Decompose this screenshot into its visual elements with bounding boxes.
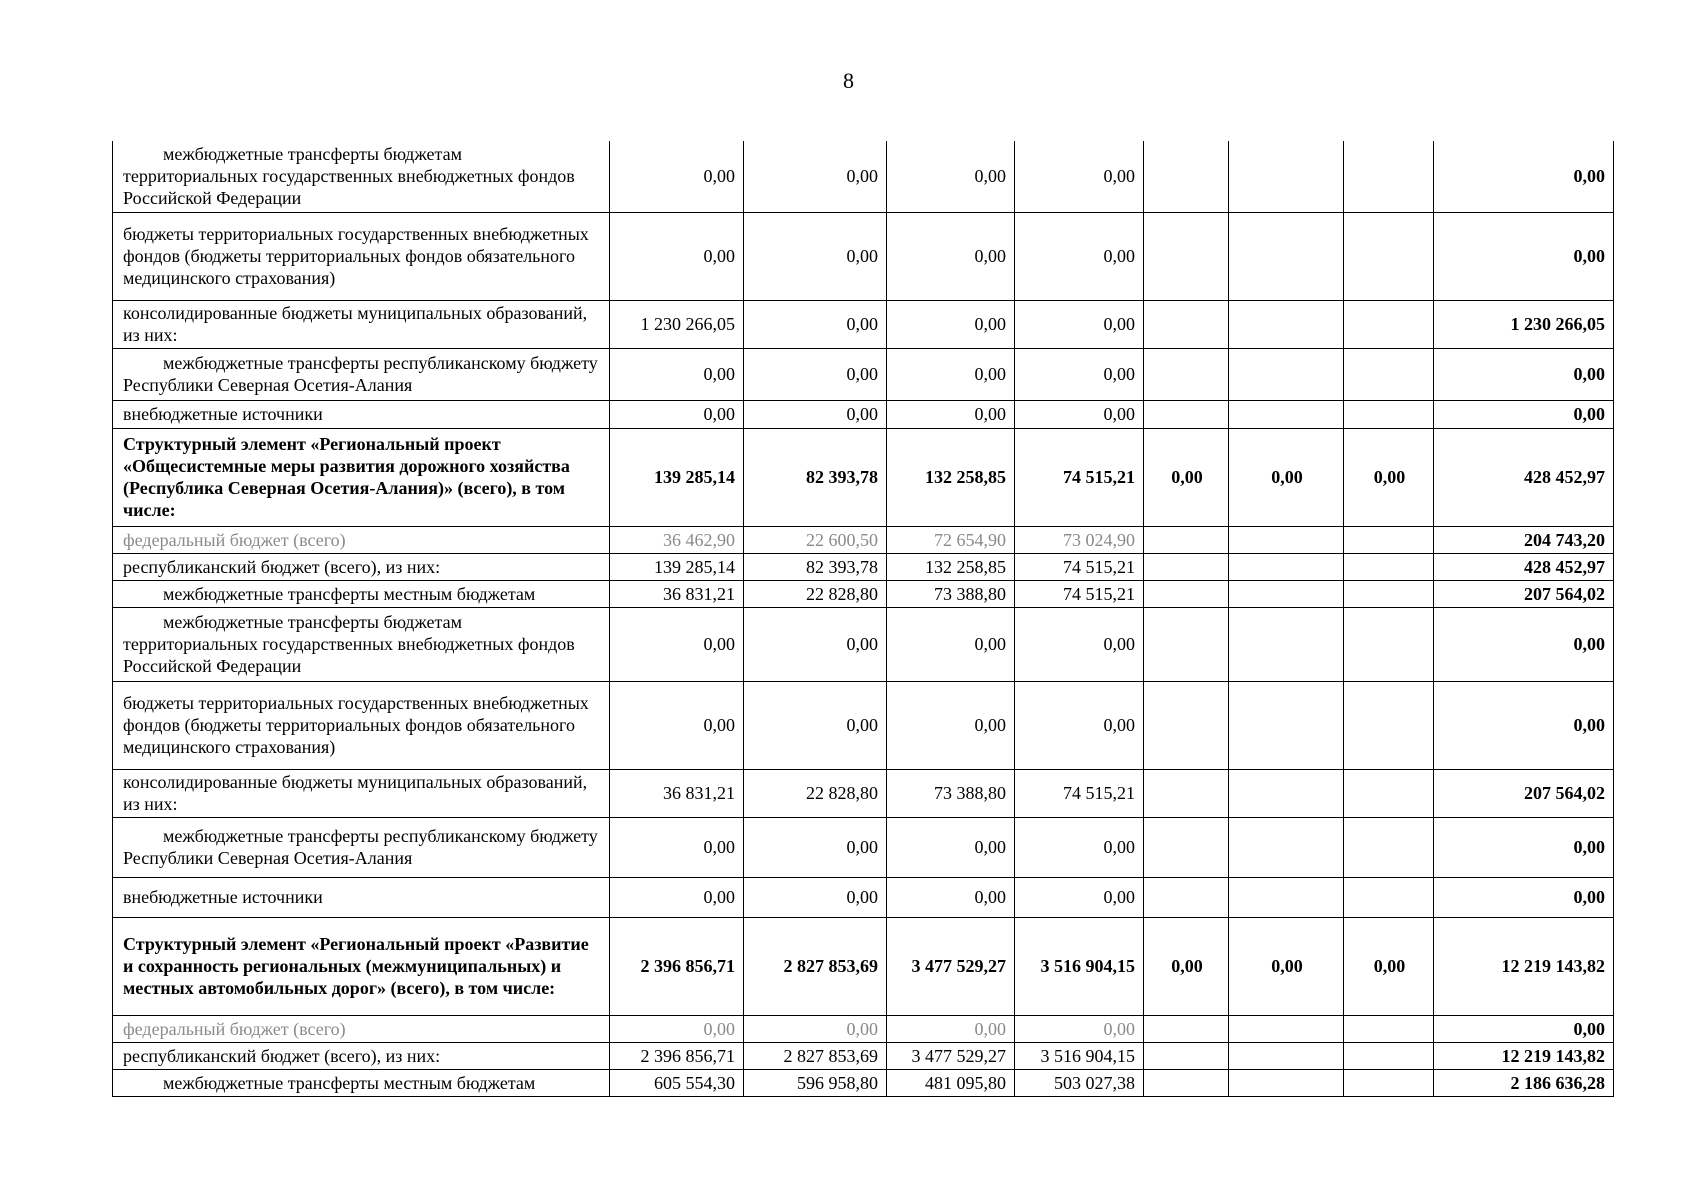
cell-value — [1344, 348, 1434, 400]
row-label: федеральный бюджет (всего) — [113, 526, 610, 553]
cell-value: 0,00 — [1015, 212, 1144, 300]
cell-value: 0,00 — [1015, 300, 1144, 348]
cell-value — [1229, 1042, 1344, 1069]
cell-value: 0,00 — [610, 141, 744, 212]
cell-value — [1144, 1069, 1229, 1096]
cell-value: 74 515,21 — [1015, 769, 1144, 817]
row-label: межбюджетные трансферты республиканскому бюджету Республики Северная Осетия-Алания — [113, 348, 610, 400]
table-row — [113, 1069, 1614, 1096]
cell-value: 0,00 — [744, 141, 887, 212]
row-label: республиканский бюджет (всего), из них: — [113, 553, 610, 580]
row-total: 428 452,97 — [1434, 428, 1614, 526]
cell-value: 0,00 — [744, 877, 887, 917]
cell-value: 0,00 — [1144, 917, 1229, 1015]
cell-value — [1344, 1069, 1434, 1096]
table-row — [113, 681, 1614, 769]
cell-value — [1344, 400, 1434, 428]
row-total: 204 743,20 — [1434, 526, 1614, 553]
cell-value: 0,00 — [744, 1015, 887, 1042]
cell-value: 139 285,14 — [610, 428, 744, 526]
cell-value: 36 831,21 — [610, 769, 744, 817]
cell-value: 0,00 — [887, 681, 1015, 769]
row-total: 0,00 — [1434, 400, 1614, 428]
cell-value: 0,00 — [1015, 1015, 1144, 1042]
cell-value — [1344, 607, 1434, 681]
cell-value: 3 516 904,15 — [1015, 917, 1144, 1015]
row-total: 1 230 266,05 — [1434, 300, 1614, 348]
cell-value — [1344, 580, 1434, 607]
cell-value: 0,00 — [744, 817, 887, 877]
table-row — [113, 877, 1614, 917]
cell-value — [1144, 526, 1229, 553]
cell-value: 0,00 — [744, 681, 887, 769]
cell-value: 0,00 — [610, 817, 744, 877]
cell-value: 0,00 — [1229, 917, 1344, 1015]
cell-value — [1229, 681, 1344, 769]
cell-value: 22 828,80 — [744, 580, 887, 607]
table-row — [113, 1015, 1614, 1042]
table-row — [113, 580, 1614, 607]
row-label: консолидированные бюджеты муниципальных образований, из них: — [113, 300, 610, 348]
table-row — [113, 553, 1614, 580]
cell-value: 3 516 904,15 — [1015, 1042, 1144, 1069]
cell-value — [1229, 526, 1344, 553]
cell-value: 0,00 — [887, 607, 1015, 681]
table-row-structural-element — [113, 917, 1614, 1015]
row-label: консолидированные бюджеты муниципальных образований, из них: — [113, 769, 610, 817]
table-row — [113, 400, 1614, 428]
cell-value: 0,00 — [610, 212, 744, 300]
row-label: внебюджетные источники — [113, 400, 610, 428]
row-label: межбюджетные трансферты бюджетам территориальных государственных внебюджетных фондов Российской Федерации — [113, 141, 610, 212]
cell-value: 0,00 — [610, 348, 744, 400]
cell-value — [1344, 526, 1434, 553]
cell-value: 0,00 — [1015, 400, 1144, 428]
cell-value: 73 388,80 — [887, 580, 1015, 607]
cell-value: 2 396 856,71 — [610, 917, 744, 1015]
cell-value — [1229, 141, 1344, 212]
cell-value — [1344, 877, 1434, 917]
table-row — [113, 348, 1614, 400]
cell-value: 0,00 — [610, 607, 744, 681]
cell-value — [1144, 300, 1229, 348]
cell-value: 0,00 — [887, 877, 1015, 917]
row-total: 207 564,02 — [1434, 580, 1614, 607]
cell-value: 0,00 — [744, 348, 887, 400]
cell-value — [1144, 212, 1229, 300]
cell-value: 0,00 — [1015, 141, 1144, 212]
table-row — [113, 526, 1614, 553]
cell-value — [1344, 817, 1434, 877]
cell-value: 0,00 — [887, 141, 1015, 212]
cell-value — [1144, 817, 1229, 877]
cell-value: 0,00 — [887, 817, 1015, 877]
row-label: республиканский бюджет (всего), из них: — [113, 1042, 610, 1069]
cell-value: 0,00 — [610, 681, 744, 769]
cell-value: 0,00 — [1344, 428, 1434, 526]
cell-value: 73 024,90 — [1015, 526, 1144, 553]
table-row — [113, 212, 1614, 300]
cell-value — [1229, 817, 1344, 877]
row-label: межбюджетные трансферты республиканскому бюджету Республики Северная Осетия-Алания — [113, 817, 610, 877]
table-row — [113, 141, 1614, 212]
cell-value: 1 230 266,05 — [610, 300, 744, 348]
row-label: Структурный элемент «Региональный проект «Развитие и сохранность региональных (межмуниципальных) и местных автомобильных дорог» (всего), в том числе: — [113, 917, 610, 1015]
row-total: 12 219 143,82 — [1434, 917, 1614, 1015]
cell-value: 0,00 — [887, 400, 1015, 428]
cell-value: 0,00 — [610, 400, 744, 428]
cell-value — [1144, 877, 1229, 917]
cell-value: 82 393,78 — [744, 553, 887, 580]
cell-value: 0,00 — [887, 212, 1015, 300]
cell-value — [1344, 141, 1434, 212]
cell-value — [1344, 681, 1434, 769]
cell-value: 0,00 — [1015, 681, 1144, 769]
cell-value: 0,00 — [1229, 428, 1344, 526]
cell-value: 74 515,21 — [1015, 428, 1144, 526]
cell-value — [1229, 348, 1344, 400]
cell-value — [1144, 1042, 1229, 1069]
cell-value: 2 396 856,71 — [610, 1042, 744, 1069]
row-total: 428 452,97 — [1434, 553, 1614, 580]
cell-value — [1229, 607, 1344, 681]
cell-value: 22 828,80 — [744, 769, 887, 817]
row-total: 0,00 — [1434, 348, 1614, 400]
cell-value: 3 477 529,27 — [887, 917, 1015, 1015]
cell-value: 0,00 — [887, 300, 1015, 348]
cell-value — [1344, 1042, 1434, 1069]
cell-value — [1144, 1015, 1229, 1042]
cell-value: 0,00 — [744, 300, 887, 348]
cell-value: 0,00 — [744, 212, 887, 300]
cell-value — [1229, 580, 1344, 607]
cell-value — [1229, 212, 1344, 300]
cell-value — [1229, 400, 1344, 428]
cell-value — [1144, 769, 1229, 817]
row-total: 0,00 — [1434, 212, 1614, 300]
cell-value: 0,00 — [1015, 607, 1144, 681]
table-row — [113, 607, 1614, 681]
cell-value: 0,00 — [887, 1015, 1015, 1042]
cell-value — [1229, 877, 1344, 917]
row-total: 12 219 143,82 — [1434, 1042, 1614, 1069]
row-label: бюджеты территориальных государственных внебюджетных фондов (бюджеты территориальных фондов обязательного медицинского страхования) — [113, 681, 610, 769]
cell-value — [1144, 141, 1229, 212]
cell-value: 132 258,85 — [887, 428, 1015, 526]
row-total: 2 186 636,28 — [1434, 1069, 1614, 1096]
cell-value — [1229, 1015, 1344, 1042]
row-label: межбюджетные трансферты местным бюджетам — [113, 580, 610, 607]
cell-value — [1144, 580, 1229, 607]
cell-value: 0,00 — [1015, 348, 1144, 400]
row-total: 0,00 — [1434, 817, 1614, 877]
cell-value — [1344, 212, 1434, 300]
page-number: 8 — [843, 68, 854, 93]
cell-value: 132 258,85 — [887, 553, 1015, 580]
cell-value: 36 462,90 — [610, 526, 744, 553]
cell-value: 481 095,80 — [887, 1069, 1015, 1096]
cell-value: 0,00 — [610, 1015, 744, 1042]
cell-value: 605 554,30 — [610, 1069, 744, 1096]
cell-value: 22 600,50 — [744, 526, 887, 553]
table-row — [113, 817, 1614, 877]
row-total: 0,00 — [1434, 141, 1614, 212]
cell-value: 503 027,38 — [1015, 1069, 1144, 1096]
cell-value: 73 388,80 — [887, 769, 1015, 817]
row-label: межбюджетные трансферты бюджетам территориальных государственных внебюджетных фондов Российской Федерации — [113, 607, 610, 681]
row-total: 0,00 — [1434, 607, 1614, 681]
cell-value: 139 285,14 — [610, 553, 744, 580]
cell-value: 2 827 853,69 — [744, 1042, 887, 1069]
budget-table — [112, 141, 1614, 1097]
cell-value: 0,00 — [1015, 817, 1144, 877]
cell-value: 74 515,21 — [1015, 580, 1144, 607]
table-row — [113, 1042, 1614, 1069]
row-label: федеральный бюджет (всего) — [113, 1015, 610, 1042]
table-row-structural-element — [113, 428, 1614, 526]
row-label: бюджеты территориальных государственных внебюджетных фондов (бюджеты территориальных фондов обязательного медицинского страхования) — [113, 212, 610, 300]
row-total: 0,00 — [1434, 1015, 1614, 1042]
table-row — [113, 769, 1614, 817]
cell-value — [1144, 348, 1229, 400]
row-label: Структурный элемент «Региональный проект «Общесистемные меры развития дорожного хозяйства (Республика Северная Осетия-Алания)» (всего), в том числе: — [113, 428, 610, 526]
cell-value — [1344, 769, 1434, 817]
cell-value: 74 515,21 — [1015, 553, 1144, 580]
cell-value: 0,00 — [1344, 917, 1434, 1015]
cell-value: 0,00 — [744, 400, 887, 428]
cell-value: 596 958,80 — [744, 1069, 887, 1096]
row-label: межбюджетные трансферты местным бюджетам — [113, 1069, 610, 1096]
cell-value — [1144, 553, 1229, 580]
cell-value — [1229, 300, 1344, 348]
cell-value — [1344, 1015, 1434, 1042]
cell-value — [1229, 1069, 1344, 1096]
table-row — [113, 300, 1614, 348]
cell-value: 3 477 529,27 — [887, 1042, 1015, 1069]
cell-value: 72 654,90 — [887, 526, 1015, 553]
cell-value — [1229, 553, 1344, 580]
cell-value: 82 393,78 — [744, 428, 887, 526]
row-total: 207 564,02 — [1434, 769, 1614, 817]
row-total: 0,00 — [1434, 681, 1614, 769]
cell-value — [1144, 400, 1229, 428]
cell-value: 0,00 — [887, 348, 1015, 400]
cell-value — [1344, 300, 1434, 348]
cell-value — [1229, 769, 1344, 817]
row-total: 0,00 — [1434, 877, 1614, 917]
cell-value: 0,00 — [1144, 428, 1229, 526]
cell-value: 0,00 — [1015, 877, 1144, 917]
cell-value: 36 831,21 — [610, 580, 744, 607]
cell-value — [1344, 553, 1434, 580]
cell-value: 2 827 853,69 — [744, 917, 887, 1015]
cell-value: 0,00 — [610, 877, 744, 917]
row-label: внебюджетные источники — [113, 877, 610, 917]
cell-value — [1144, 681, 1229, 769]
cell-value — [1144, 607, 1229, 681]
cell-value: 0,00 — [744, 607, 887, 681]
